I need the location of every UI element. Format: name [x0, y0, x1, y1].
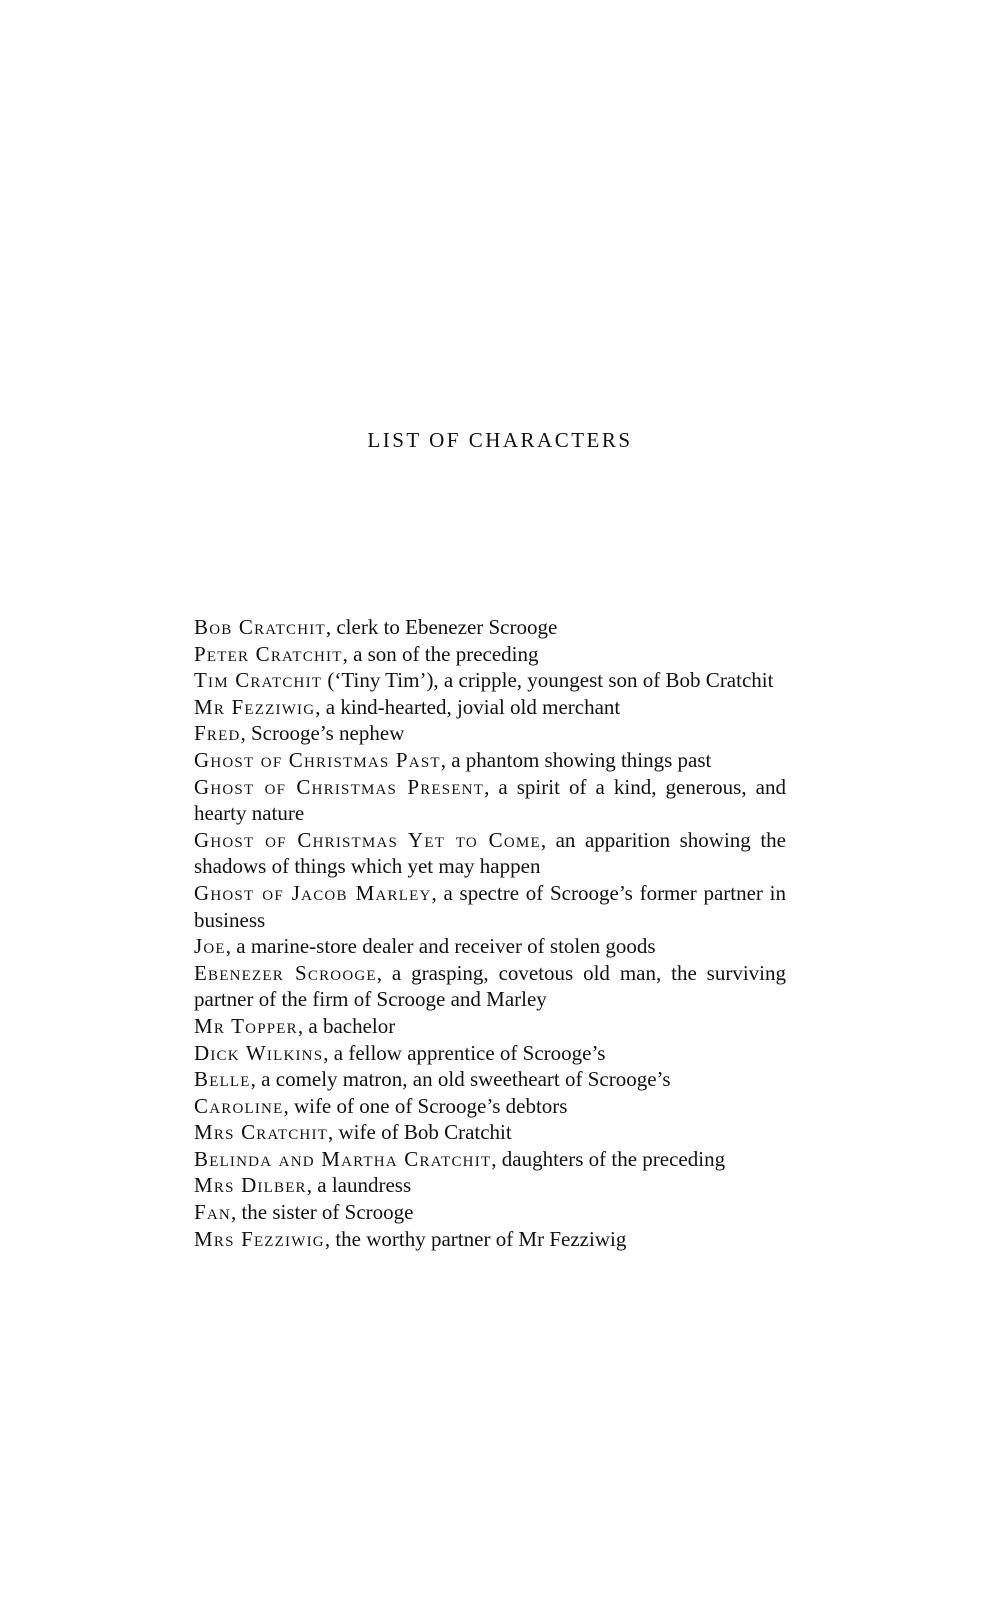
character-entry: [194, 1199, 786, 1226]
character-description: , wife of one of Scrooge’s debtors: [283, 1093, 568, 1118]
character-entry: [194, 1013, 786, 1040]
character-name: Belinda and Martha Cratchit: [194, 1146, 492, 1171]
character-name: Peter Cratchit: [194, 641, 343, 666]
character-entry: [194, 827, 786, 880]
character-name: Belle: [194, 1067, 251, 1092]
character-description: , clerk to Ebenezer Scrooge: [325, 615, 558, 639]
character-name: Mrs Dilber: [194, 1173, 307, 1198]
character-description: , a son of the preceding: [342, 641, 539, 666]
character-entry: [194, 1040, 786, 1067]
character-name: Fred: [194, 721, 241, 746]
character-name: Caroline: [194, 1093, 284, 1118]
character-name: Bob Cratchit: [194, 615, 326, 639]
character-description: , the worthy partner of Mr Fezziwig: [324, 1226, 627, 1251]
character-entry: [194, 1172, 786, 1199]
character-name: Ghost of Jacob Marley: [194, 880, 432, 905]
character-entry: [194, 1119, 786, 1146]
character-description: , a fellow apprentice of Scrooge’s: [323, 1040, 606, 1065]
character-entry: [194, 933, 786, 960]
character-description: , a laundress: [306, 1173, 412, 1198]
character-description: , a marine-store dealer and receiver of stolen goods: [225, 934, 656, 959]
character-name: Joe: [194, 934, 226, 959]
character-name: Ghost of Christmas Yet to Come: [194, 827, 541, 852]
character-name: Ghost of Christmas Past: [194, 747, 441, 772]
character-description: , a bachelor: [297, 1013, 396, 1038]
character-entry: [194, 641, 786, 668]
character-entry: [194, 960, 786, 1013]
character-entry: [194, 1093, 786, 1120]
character-entry: [194, 880, 786, 933]
character-name: Tim Cratchit: [194, 668, 323, 693]
character-description: (‘Tiny Tim’), a cripple, youngest son of Bob Cratchit: [322, 668, 774, 693]
character-name: Mrs Cratchit: [194, 1120, 329, 1145]
character-description: , a spirit of a kind, generous, and hearty nature: [194, 774, 786, 826]
character-description: , daughters of the preceding: [491, 1146, 726, 1171]
character-description: , Scrooge’s nephew: [240, 721, 405, 746]
character-description: , a comely matron, an old sweetheart of Scrooge’s: [250, 1067, 671, 1092]
character-name: Fan: [194, 1200, 231, 1225]
character-entry: [194, 1146, 786, 1173]
character-name: Mr Topper: [194, 1013, 298, 1038]
character-entry: [194, 774, 786, 827]
character-name: Ebenezer Scrooge: [194, 960, 377, 985]
character-entry: [194, 667, 786, 694]
character-description: , a phantom showing things past: [440, 747, 712, 772]
character-description: , an apparition showing the shadows of things which yet may happen: [194, 827, 786, 879]
character-entry: [194, 694, 786, 721]
character-entry: [194, 747, 786, 774]
character-name: Mr Fezziwig: [194, 694, 316, 719]
character-entry: [194, 614, 786, 641]
character-description: , the sister of Scrooge: [230, 1200, 414, 1225]
character-description: , a grasping, covetous old man, the surviving partner of the firm of Scrooge and Marley: [194, 960, 786, 1012]
character-description: , a spectre of Scrooge’s former partner in business: [194, 880, 787, 932]
character-list: [194, 614, 786, 1252]
page-title: LIST OF CHARACTERS: [367, 428, 633, 452]
character-description: , a kind-hearted, jovial old merchant: [315, 694, 621, 719]
character-description: , wife of Bob Cratchit: [328, 1120, 512, 1145]
character-entry: [194, 720, 786, 747]
character-entry: [194, 1226, 786, 1253]
character-entry: [194, 1066, 786, 1093]
character-name: Dick Wilkins: [194, 1040, 324, 1065]
character-name: Mrs Fezziwig: [194, 1226, 325, 1251]
character-name: Ghost of Christmas Present: [194, 774, 485, 799]
